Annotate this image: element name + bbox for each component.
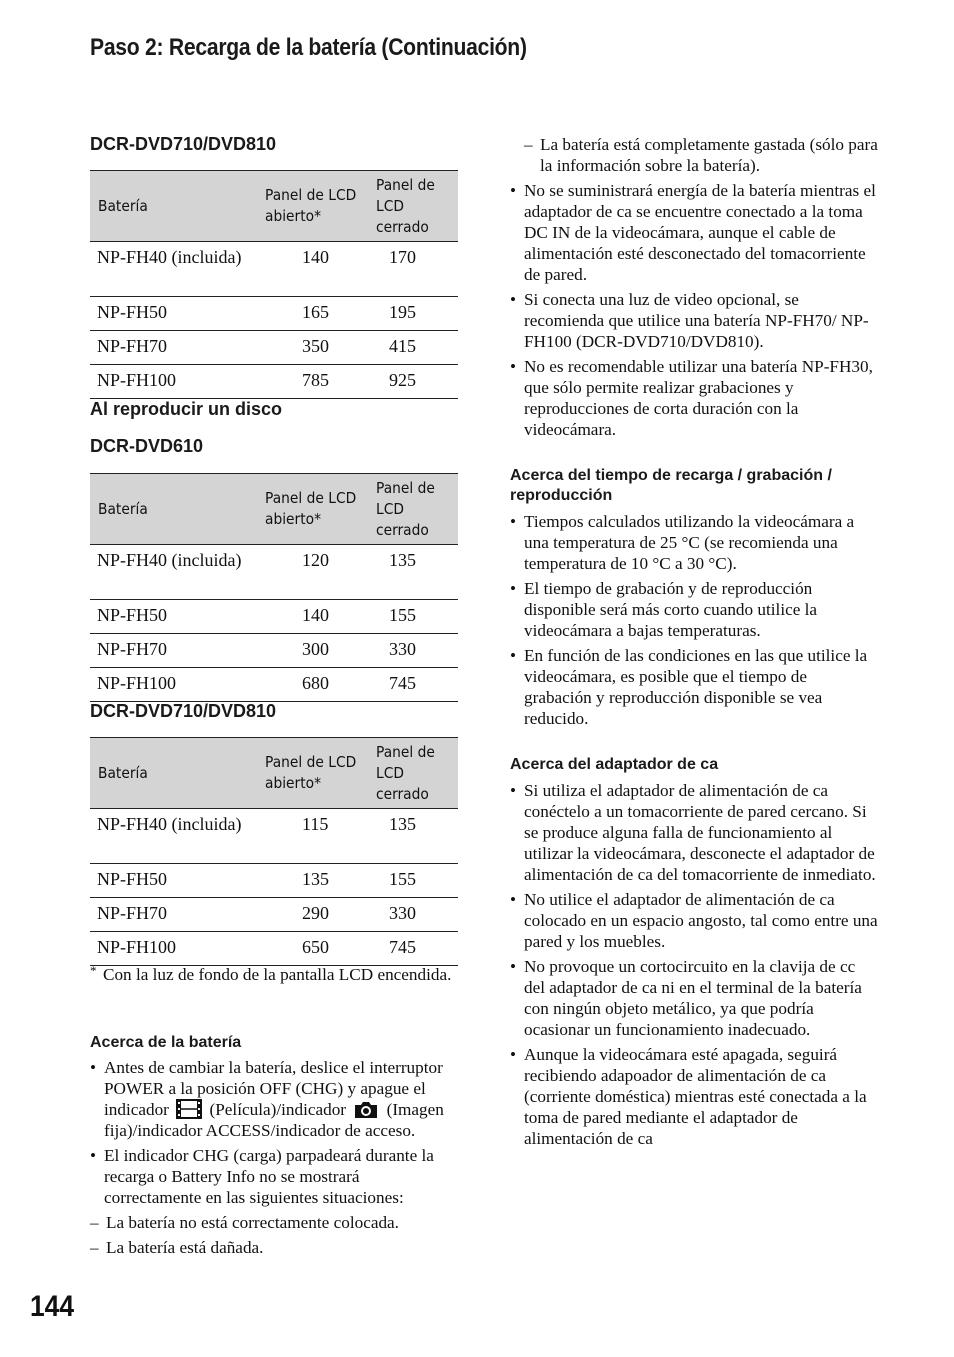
battery-section-title: Acerca de la batería	[90, 1034, 242, 1051]
battery-section-continued	[510, 134, 878, 444]
camera-icon	[353, 1099, 379, 1119]
column-header: Panel de LCD abierto*	[257, 738, 368, 809]
adapter-section-body	[510, 780, 878, 1153]
battery-table-3	[90, 737, 458, 966]
list-item: • El indicador CHG (carga) parpadeará durante la recarga o Battery Info no se mostrará correctamente en las siguientes situaciones: – La batería no está correctamente colocada. – La batería está dañada.	[90, 1145, 460, 1258]
column-header: Panel de LCD cerrado	[368, 474, 458, 545]
table-row: NP-FH100 785 925	[90, 365, 458, 399]
battery-table-2	[90, 473, 458, 702]
column-header: Panel de LCD cerrado	[368, 738, 458, 809]
dash-item: – La batería está completamente gastada (sólo para la información sobre la batería).	[524, 134, 878, 176]
list-item: • Aunque la videocámara esté apagada, seguirá recibiendo adapoador de alimentación de ca (corriente doméstica) mientras esté conectada a la toma de pared mediante el adaptador de alimentación de ca	[510, 1044, 878, 1149]
table-row: NP-FH100 680 745	[90, 668, 458, 702]
list-item: • El tiempo de grabación y de reproducción disponible será más corto cuando utilice la videocámara a bajas temperaturas.	[510, 578, 878, 641]
list-item: • Tiempos calculados utilizando la videocámara a una temperatura de 25 °C (se recomienda una temperatura de 10 °C a 30 °C).	[510, 511, 878, 574]
time-section-title: Acerca del tiempo de recarga / grabación / reproducción	[510, 467, 832, 504]
list-item: • Antes de cambiar la batería, deslice el interruptor POWER a la posición OFF (CHG) y apague el indicador (Película)/indicador (Imagen fija)/indicador ACCESS/indicador de acceso.	[90, 1057, 460, 1141]
table-row: NP-FH100 650 745	[90, 932, 458, 966]
battery-table-1	[90, 170, 458, 399]
page-number: 144	[30, 1290, 75, 1323]
battery-section-body	[90, 1057, 460, 1262]
footnote-text: Con la luz de fondo de la pantalla LCD encendida.	[103, 965, 452, 984]
table-row: NP-FH40 (incluida) 115 135	[90, 809, 458, 864]
page-title: Paso 2: Recarga de la batería (Continuación)	[90, 34, 527, 61]
table-row: NP-FH50 135 155	[90, 864, 458, 898]
table-2-heading: DCR-DVD610	[90, 436, 204, 456]
column-header: Panel de LCD abierto*	[257, 474, 368, 545]
table-row: NP-FH40 (incluida) 140 170	[90, 242, 458, 297]
table-row: NP-FH50 165 195	[90, 297, 458, 331]
section-heading: Al reproducir un disco	[90, 399, 283, 419]
column-header: Batería	[90, 738, 257, 809]
table-row: NP-FH50 140 155	[90, 600, 458, 634]
table-row: NP-FH70 300 330	[90, 634, 458, 668]
list-item: • No es recomendable utilizar una batería NP-FH30, que sólo permite realizar grabaciones y reproducciones de corta duración con la videocámara.	[510, 356, 878, 440]
column-header: Panel de LCD abierto*	[257, 171, 368, 242]
table-row: NP-FH70 290 330	[90, 898, 458, 932]
footnote-mark: *	[90, 963, 97, 978]
dash-item: – La batería no está correctamente colocada.	[90, 1212, 460, 1233]
dash-item: – La batería está dañada.	[90, 1237, 460, 1258]
table-3-heading: DCR-DVD710/DVD810	[90, 701, 277, 721]
list-item: • No utilice el adaptador de alimentación de ca colocado en un espacio angosto, tal como entre una pared y los muebles.	[510, 889, 878, 952]
table-row: NP-FH40 (incluida) 120 135	[90, 545, 458, 600]
list-item: • No se suministrará energía de la batería mientras el adaptador de ca se encuentre conectado a la toma DC IN de la videocámara, aunque el cable de alimentación esté desconectado del tomacorriente de pared.	[510, 180, 878, 285]
list-item: • Si conecta una luz de video opcional, se recomienda que utilice una batería NP-FH70/ NP-FH100 (DCR-DVD710/DVD810).	[510, 289, 878, 352]
footnote	[90, 964, 460, 985]
time-section-body	[510, 511, 878, 733]
film-icon	[176, 1099, 202, 1119]
list-item: • Si utiliza el adaptador de alimentación de ca conéctelo a un tomacorriente de pared cercano. Si se produce alguna falla de funcionamiento al utilizar la videocámara, desconecte el adaptador de alimentación de ca del tomacorriente de inmediato.	[510, 780, 878, 885]
column-header: Batería	[90, 171, 257, 242]
list-item: • No provoque un cortocircuito en la clavija de cc del adaptador de ca ni en el terminal de la batería con ningún objeto metálico, ya que podría ocasionar un funcionamiento inadecuado.	[510, 956, 878, 1040]
column-header: Batería	[90, 474, 257, 545]
column-header: Panel de LCD cerrado	[368, 171, 458, 242]
adapter-section-title: Acerca del adaptador de ca	[510, 756, 719, 773]
table-row: NP-FH70 350 415	[90, 331, 458, 365]
table-1-heading: DCR-DVD710/DVD810	[90, 134, 277, 154]
list-item: • En función de las condiciones en las que utilice la videocámara, es posible que el tiempo de grabación y reproducción disponible se vea reducido.	[510, 645, 878, 729]
